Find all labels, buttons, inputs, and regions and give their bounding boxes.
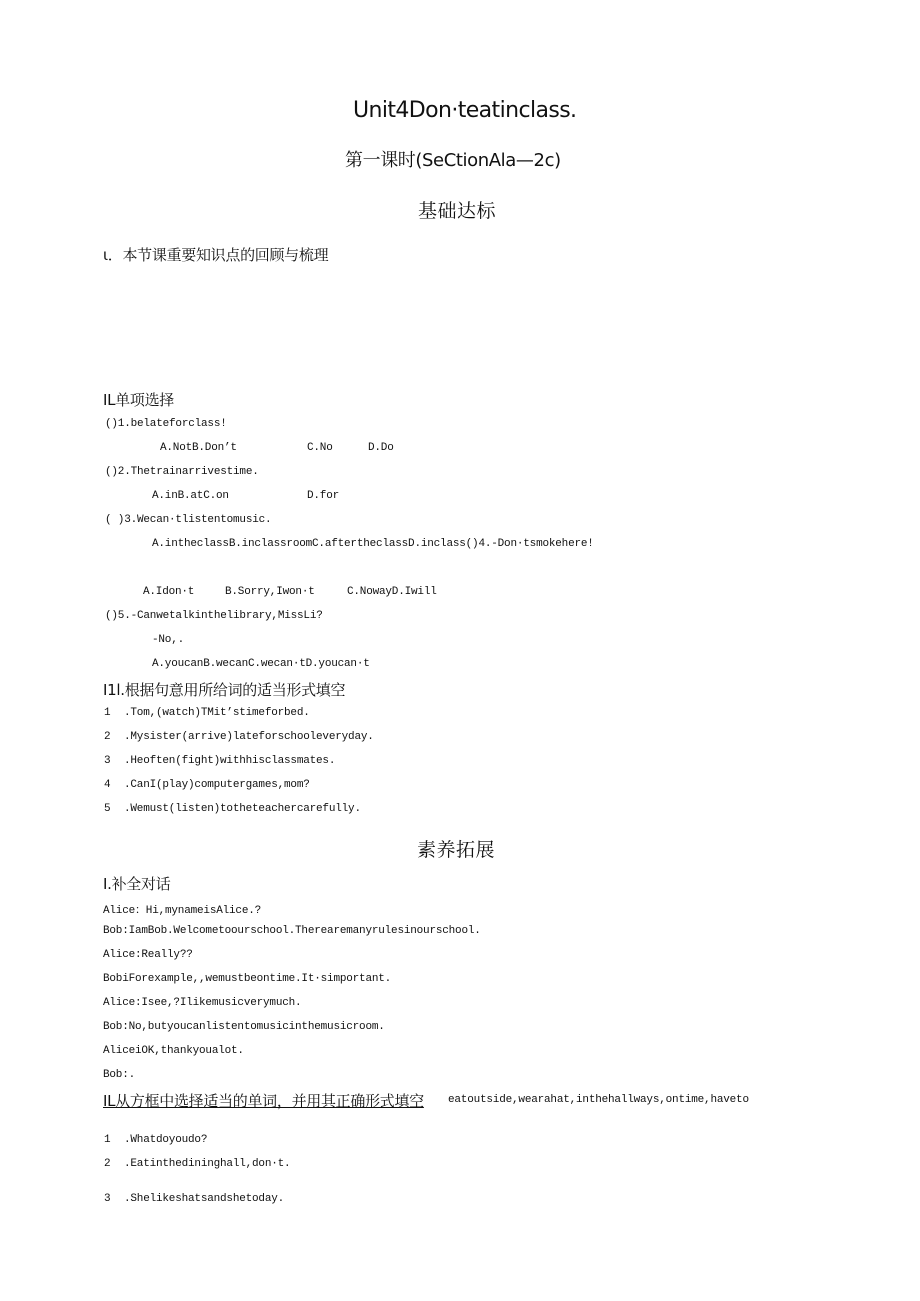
- q1-option-d: D.Do: [368, 442, 394, 454]
- word-box: eatoutside,wearahat,inthehallways,ontime,haveto: [448, 1094, 749, 1106]
- q4-option-b: B.Sorry,Iwon·t: [225, 586, 315, 598]
- wordbox-item-text: .Shelikeshatsandshetoday.: [124, 1193, 285, 1205]
- q4-option-cd: C.NowayD.Iwill: [347, 586, 437, 598]
- dialogue-line: Bob:IamBob.Welcometoourschool.Therearemanyrulesinourschool.: [103, 925, 481, 937]
- question-3: ( )3.Wecan·tlistentomusic.: [105, 514, 272, 526]
- page-title: Unit4Don·teatinclass.: [353, 98, 577, 123]
- wordbox-item-number: 1: [104, 1134, 111, 1146]
- part3-heading: I1l.根据句意用所给词的适当形式填空: [103, 681, 346, 699]
- wordbox-item-text: .Eatinthedininghall,don·t.: [124, 1158, 291, 1170]
- fill-item-text: .Wemust(listen)totheteachercarefully.: [124, 803, 361, 815]
- section-heading-extension: 素养拓展: [417, 839, 496, 861]
- part2-heading: IL单项选择: [103, 391, 174, 409]
- dialogue-line: Alice:Really??: [103, 949, 193, 961]
- q5-reply: -No,.: [152, 634, 185, 646]
- dialogue-line: Alice:Isee,?Ilikemusicverymuch.: [103, 997, 302, 1009]
- fill-item-number: 5: [104, 803, 111, 815]
- fill-item-number: 2: [104, 731, 111, 743]
- section-heading-basics: 基础达标: [418, 200, 497, 222]
- q2-option-d: D.for: [307, 490, 340, 502]
- wordbox-item-number: 2: [104, 1158, 111, 1170]
- dialogue-line: BobiForexample,,wemustbeontime.It·simportant.: [103, 973, 392, 985]
- part5-heading: IL从方框中选择适当的单词，并用其正确形式填空: [103, 1092, 424, 1110]
- part4-heading: I.补全对话: [103, 875, 171, 893]
- question-1: ()1.belateforclass!: [105, 418, 227, 430]
- wordbox-item-number: 3: [104, 1193, 111, 1205]
- fill-item-text: .Mysister(arrive)lateforschooleveryday.: [124, 731, 374, 743]
- dialogue-line: Bob:No,butyoucanlistentomusicinthemusicroom.: [103, 1021, 385, 1033]
- fill-item-number: 3: [104, 755, 111, 767]
- dialogue-line: Bob:.: [103, 1069, 136, 1081]
- q1-option-c: C.No: [307, 442, 333, 454]
- fill-item-number: 1: [104, 707, 111, 719]
- q1-option-ab: A.NotB.Don’t: [160, 442, 237, 454]
- wordbox-item-text: .Whatdoyoudo?: [124, 1134, 208, 1146]
- fill-item-text: .Tom,(watch)TMit’stimeforbed.: [124, 707, 310, 719]
- q4-option-a: A.Idon·t: [143, 586, 195, 598]
- question-5: ()5.-Canwetalkinthelibrary,MissLi?: [105, 610, 323, 622]
- q2-option-abc: A.inB.atC.on: [152, 490, 229, 502]
- fill-item-text: .CanI(play)computergames,mom?: [124, 779, 310, 791]
- lesson-subtitle: 第一课时(SeCtionAla—2c): [345, 150, 561, 171]
- dialogue-line: Alice：Hi,mynameisAlice.?: [103, 905, 262, 917]
- dialogue-line: AliceiOK,thankyoualot.: [103, 1045, 244, 1057]
- fill-item-text: .Heoften(fight)withhisclassmates.: [124, 755, 336, 767]
- question-2: ()2.Thetrainarrivestime.: [105, 466, 259, 478]
- fill-item-number: 4: [104, 779, 111, 791]
- q5-options: A.youcanB.wecanC.wecan·tD.youcan·t: [152, 658, 370, 670]
- part1-heading: ι．本节课重要知识点的回顾与梳理: [103, 246, 329, 264]
- q3-options-and-q4: A.intheclassB.inclassroomC.aftertheclassD.inclass()4.-Don·tsmokehere!: [152, 538, 594, 550]
